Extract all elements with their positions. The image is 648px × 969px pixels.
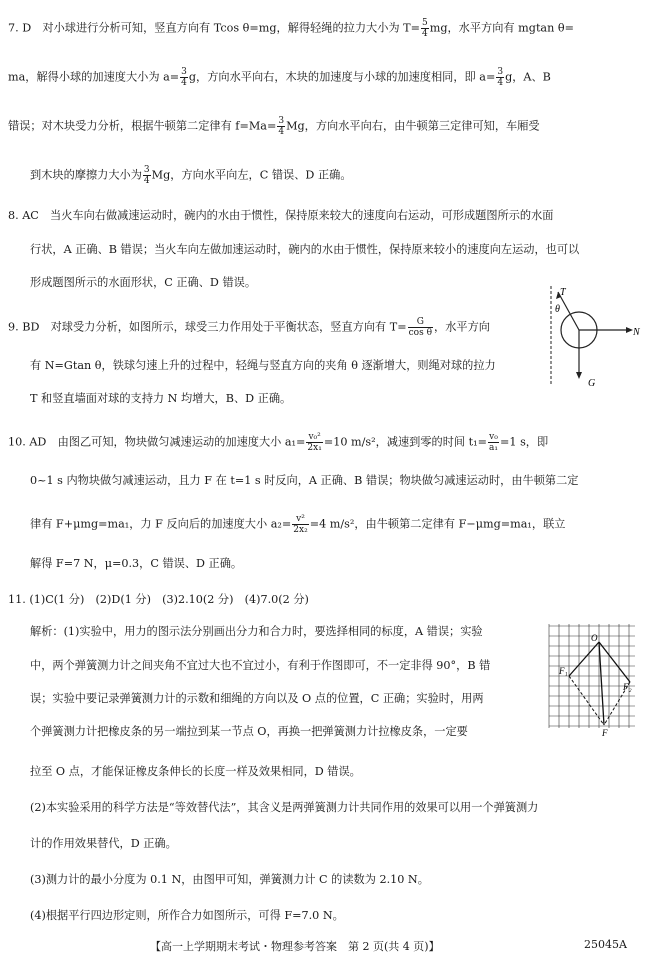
denominator: 4: [143, 176, 150, 186]
numerator: 3: [278, 116, 285, 126]
label-O: O: [591, 633, 598, 643]
normal-arrowhead: [626, 327, 633, 333]
q10-line-1: [8, 432, 548, 453]
text: ，水平方向: [434, 320, 490, 334]
fraction: [488, 432, 499, 453]
q11-para-4: 个弹簧测力计把橡皮条的另一端拉到某一节点 O，再换一把弹簧测力计拉橡皮条，一定要: [30, 725, 468, 738]
parallelogram-grid-figure: [547, 624, 637, 744]
text: Mg，方向水平向右，由牛顿第三定律可知，车厢受: [286, 119, 540, 133]
q11-para-6: (2)本实验采用的科学方法是“等效替代法”，其含义是两弹簧测力计共同作用的效果可以用一个弹簧测力: [30, 801, 539, 814]
fraction: [421, 18, 429, 39]
q7-line-1: [8, 18, 574, 39]
fraction: [277, 116, 285, 137]
denominator: 2x₂: [293, 525, 308, 535]
q8-line-2: 行状，A 正确、B 错误；当火车向左做加速运动时，碗内的水由于惯性，保持原来较小的速度向左运动，也可以: [30, 243, 580, 256]
q8-line-1: 8. AC 当火车向右做减速运动时，碗内的水由于惯性，保持原来较大的速度向右运动，可形成题图所示的水面: [8, 209, 554, 222]
label-G: G: [588, 378, 596, 389]
q7-line-3: [8, 116, 540, 137]
text: Mg，方向水平向左，C 错误、D 正确。: [151, 168, 352, 182]
text: mg，水平方向有 mgtan θ=: [429, 21, 574, 35]
numerator: 3: [143, 165, 150, 175]
label-theta: θ: [555, 304, 560, 315]
q11-para-5: 拉至 O 点，才能保证橡皮条伸长的长度一样及效果相同，D 错误。: [30, 765, 361, 778]
q11-para-3: 误；实验中要记录弹簧测力计的示数和细绳的方向以及 O 点的位置，C 正确；实验时，用两: [30, 692, 484, 705]
fraction: [408, 317, 433, 338]
numerator: v₀²: [306, 432, 322, 443]
q7-line-2: [8, 67, 551, 88]
fraction: [496, 67, 504, 88]
numerator: 5: [421, 18, 428, 28]
label-F1: F₁: [559, 666, 568, 676]
footer-code: 25045A: [584, 938, 627, 951]
text: =4 m/s²，由牛顿第二定律有 F−μmg=ma₁，联立: [309, 517, 566, 531]
label-T: T: [560, 287, 566, 298]
q9-line-3: T 和竖直墙面对球的支持力 N 均增大，B、D 正确。: [30, 392, 292, 405]
text: =1 s，即: [500, 435, 549, 449]
q11-para-2: 中，两个弹簧测力计之间夹角不宜过大也不宜过小，有利于作图即可，不一定非得 90°，B 错: [30, 659, 491, 672]
fraction: [292, 514, 308, 535]
text: 7. D 对小球进行分析可知，竖直方向有 Tcos θ=mg，解得轻绳的拉力大小为 T=: [8, 21, 420, 35]
label-F: F: [602, 728, 608, 738]
q7-line-4: [30, 165, 352, 186]
text: 错误；对木块受力分析，根据牛顿第二定律有 f=Ma=: [8, 119, 277, 133]
text: ma，解得小球的加速度大小为 a=: [8, 70, 180, 84]
q11-answers: 11. (1)C(1 分) (2)D(1 分) (3)2.10(2 分) (4)7.0(2 分): [8, 593, 309, 606]
fraction: [180, 67, 188, 88]
q10-line-3: [30, 514, 565, 535]
denominator: 4: [278, 127, 285, 137]
text: g，A、B: [505, 70, 551, 84]
text: 9. BD 对球受力分析，如图所示，球受三力作用处于平衡状态，竖直方向有 T=: [8, 320, 407, 334]
text: 10. AD 由图乙可知，物块做匀减速运动的加速度大小 a₁=: [8, 435, 306, 449]
q11-para-8: (3)测力计的最小分度为 0.1 N，由图甲可知，弹簧测力计 C 的读数为 2.10 N。: [30, 873, 429, 886]
denominator: cos θ: [408, 328, 432, 338]
numerator: v²: [292, 514, 308, 525]
q11-para-7: 计的作用效果替代，D 正确。: [30, 837, 177, 850]
label-N: N: [633, 327, 640, 338]
text: =10 m/s²，减速到零的时间 t₁=: [323, 435, 488, 449]
text: g，方向水平向右，木块的加速度与小球的加速度相同，即 a=: [188, 70, 496, 84]
denominator: 2x₁: [307, 443, 322, 453]
text: 律有 F+μmg=ma₁，力 F 反向后的加速度大小 a₂=: [30, 517, 292, 531]
q9-line-2: 有 N=Gtan θ，铁球匀速上升的过程中，轻绳与竖直方向的夹角 θ 逐渐增大，则绳对球的拉力: [30, 359, 496, 372]
numerator: 3: [497, 67, 504, 77]
q10-line-2: 0~1 s 内物块做匀减速运动，且力 F 在 t=1 s 时反向，A 正确、B 错误；物块做匀减速运动时，由牛顿第二定: [30, 474, 579, 487]
footer-title: 【高一上学期期末考试・物理参考答案 第 2 页(共 4 页)】: [150, 940, 440, 953]
denominator: 4: [497, 78, 504, 88]
label-F2: F₂: [623, 682, 632, 692]
fraction: [306, 432, 322, 453]
q11-para-9: (4)根据平行四边形定则，所作合力如图所示，可得 F=7.0 N。: [30, 909, 344, 922]
denominator: 4: [421, 29, 428, 39]
q11-para-1: 解析：(1)实验中，用力的图示法分别画出分力和合力时，要选择相同的标度，A 错误；实验: [30, 625, 483, 638]
gravity-arrowhead: [576, 372, 582, 379]
force-diagram-ball: [545, 286, 645, 390]
numerator: G: [408, 317, 433, 328]
numerator: v₀: [489, 432, 498, 442]
numerator: 3: [181, 67, 187, 77]
q10-line-4: 解得 F=7 N，μ=0.3，C 错误、D 正确。: [30, 557, 243, 570]
f1-vector: [569, 642, 599, 676]
denominator: a₁: [489, 443, 499, 453]
denominator: 4: [181, 78, 187, 88]
q8-line-3: 形成题图所示的水面形状，C 正确、D 错误。: [30, 276, 257, 289]
resultant-vector: [599, 642, 604, 725]
fraction: [143, 165, 151, 186]
text: 到木块的摩擦力大小为: [30, 168, 142, 182]
q9-line-1: [8, 317, 490, 338]
